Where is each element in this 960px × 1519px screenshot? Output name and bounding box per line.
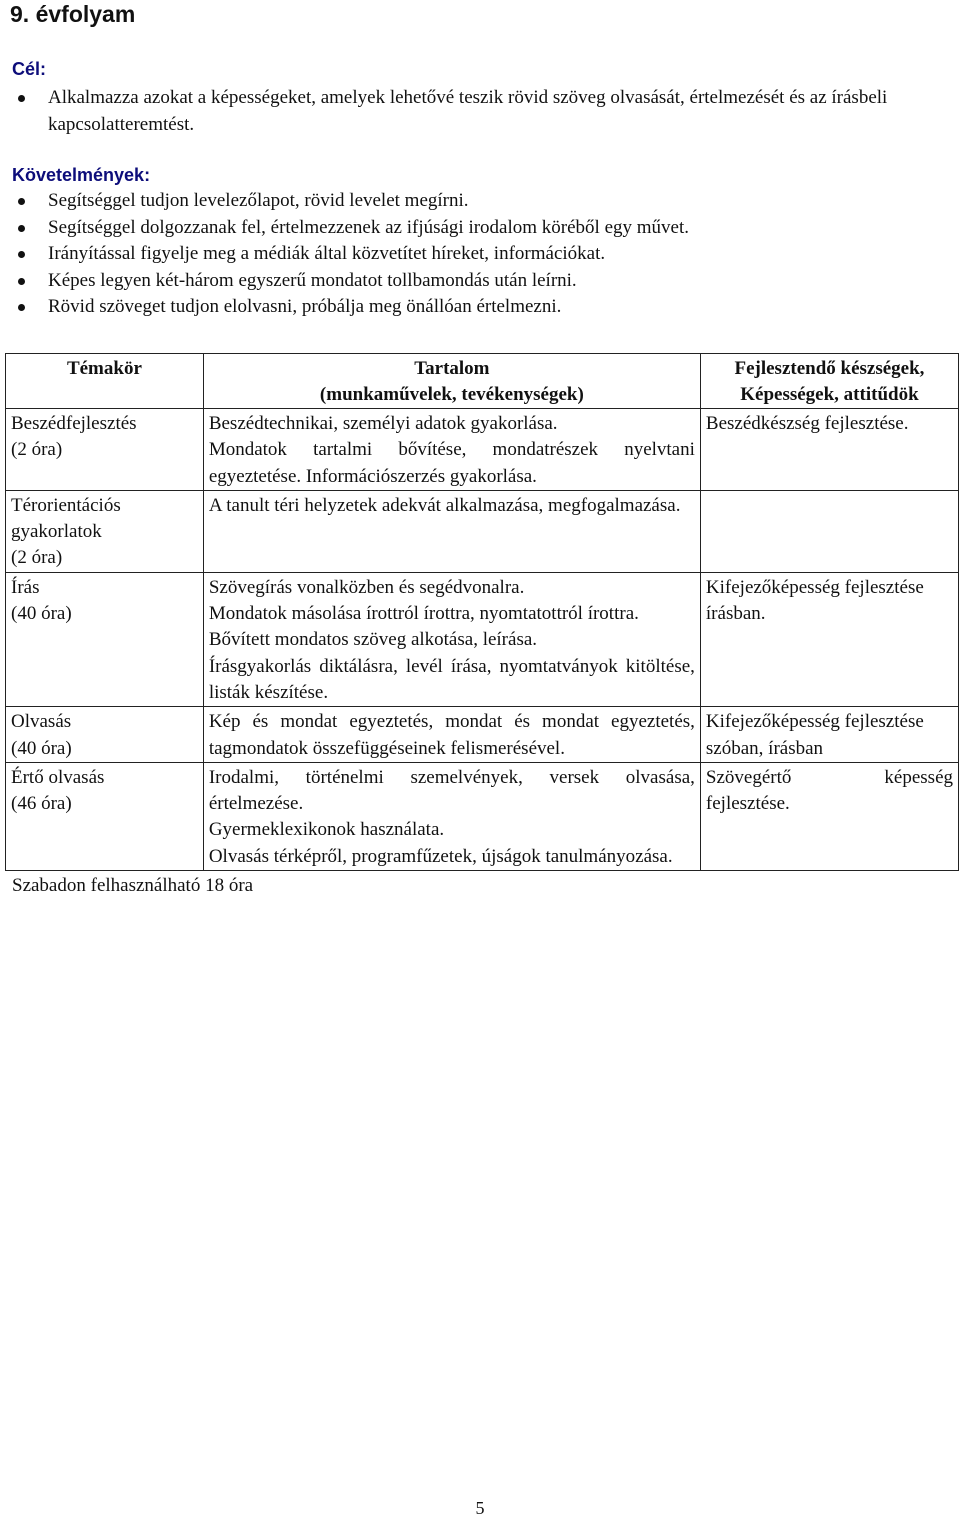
skills-text: Szövegértő képesség fejlesztése. [705,766,953,815]
requirement-item: Képes legyen két-három egyszerű mondatot tollbamondás után leírni. [12,268,952,295]
table-row [6,707,959,763]
page-title: 9. évfolyam [10,1,136,27]
table-row [6,490,959,572]
topic-name: Olvasás [11,711,72,733]
content-cell [203,409,700,491]
content-line: Bővített mondatos szöveg alkotása, leírása. [208,629,538,651]
content-line: A tanult téri helyzetek adekvát alkalmazása, megfogalmazása. [208,494,681,516]
curriculum-table [5,353,959,871]
goal-heading: Cél: [12,59,47,79]
content-cell [203,762,700,870]
table-row [6,572,959,706]
topic-hours: (2 óra) [11,547,63,569]
header-topic [6,354,204,409]
topic-cell [6,490,204,572]
content-cell [203,707,700,763]
content-line: Olvasás térképről, programfűzetek, újságok tanulmányozása. [208,845,673,867]
content-line: Kép és mondat egyeztetés, mondat és mondat egyeztetés, tagmondatok összefüggéseinek felismerésével. [208,711,695,759]
skills-cell [700,762,958,870]
topic-name: Térorientációs gyakorlatok [11,494,121,543]
skills-cell [700,409,958,491]
topic-cell [6,707,204,763]
free-hours-note: Szabadon felhasználható 18 óra [12,875,254,896]
topic-hours: (40 óra) [11,603,72,625]
content-line: Beszédtechnikai, személyi adatok gyakorlása. [208,413,558,434]
goal-item: Alkalmazza azokat a képességeket, amelyek lehetővé teszik rövid szöveg olvasását, értelmezését és az írásbeli kapcsolatteremtést. [12,85,952,138]
requirement-item: Segítséggel dolgozzanak fel, értelmezzenek az ifjúsági irodalom köréből egy művet. [12,215,952,242]
header-skills-sublabel: Képességek, attitűdök [740,384,919,405]
header-skills-label: Fejlesztendő készségek, [734,358,925,379]
content-line: Szövegírás vonalközben és segédvonalra. [208,576,525,598]
content-line: Mondatok másolása írottról írottra, nyomtatottról írottra. [208,603,639,625]
page-number: 5 [475,1498,485,1518]
header-skills [700,354,958,409]
header-content [203,354,700,409]
table-row [6,409,959,491]
table-row [6,762,959,870]
topic-hours: (46 óra) [11,793,72,815]
content-line: Írásgyakorlás diktálásra, levél írása, nyomtatványok kitöltése, listák készítése. [208,655,695,703]
content-line: Mondatok tartalmi bővítése, mondatrészek nyelvtani egyeztetése. Információszerzés gyakorlása. [208,439,695,487]
goal-list [12,85,952,138]
requirement-item: Segítséggel tudjon levelezőlapot, rövid levelet megírni. [12,188,952,215]
requirement-item: Irányítással figyelje meg a médiák által közvetítet híreket, információkat. [12,241,952,268]
skills-text: Beszédkészség fejlesztése. [705,413,909,434]
requirements-heading: Követelmények: [12,165,151,185]
table-header-row [6,354,959,409]
topic-cell [6,572,204,706]
header-content-sublabel: (munkaművelek, tevékenységek) [319,384,584,405]
topic-hours: (2 óra) [11,439,63,461]
topic-hours: (40 óra) [11,737,72,759]
header-content-label: Tartalom [414,358,490,379]
skills-cell [700,572,958,706]
requirements-list [12,188,952,321]
skills-cell [700,490,958,572]
topic-cell [6,762,204,870]
topic-name: Írás [11,576,40,598]
topic-name: Értő olvasás [11,766,105,788]
content-line: Gyermeklexikonok használata. [208,819,445,841]
topic-cell [6,409,204,491]
header-topic-label: Témakör [66,358,142,379]
topic-name: Beszédfejlesztés [11,413,137,434]
requirement-item: Rövid szöveget tudjon elolvasni, próbálja meg önállóan értelmezni. [12,294,952,321]
content-line: Irodalmi, történelmi szemelvények, versek olvasása, értelmezése. [208,766,695,815]
skills-cell [700,707,958,763]
skills-text: Kifejezőképesség fejlesztése szóban, írásban [705,711,924,759]
skills-text: Kifejezőképesség fejlesztése írásban. [705,576,924,625]
content-cell [203,490,700,572]
content-cell [203,572,700,706]
